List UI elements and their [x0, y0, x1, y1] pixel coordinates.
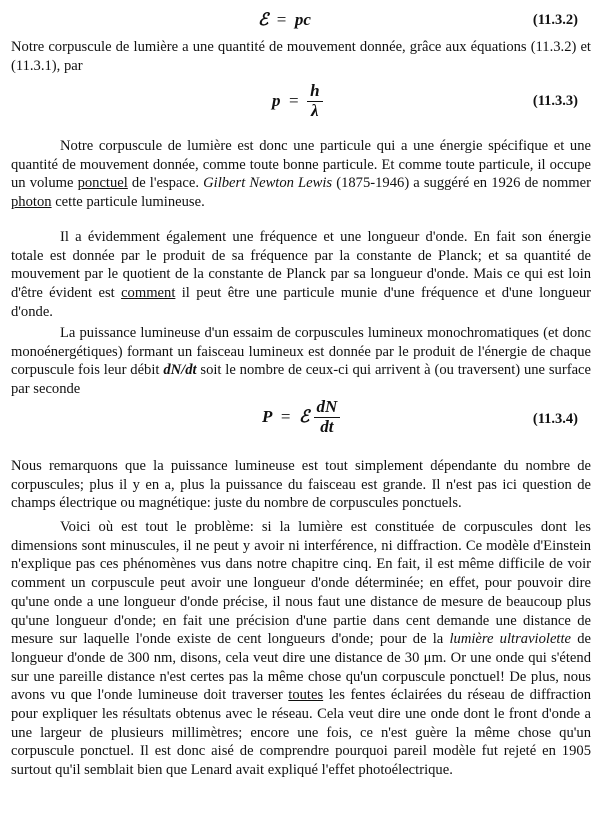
text-run: (1875-1946) a suggéré en 1926 de nommer [332, 175, 591, 192]
text-run: Notre corpuscule de lumière est donc une particule qui a une énergie spécifique et une quantité de mouvement donnée, comme toute bonne particule. Et comme toute particule, il occupe un volume [11, 138, 591, 192]
paragraph-5: Nous remarquons que la puissance lumineuse est tout simplement dépendante du nombre de corpuscules; plus il y en a, plus la puissance du faisceau est grande. Il n'est pas ici question de champs électrique ou magnétique: juste du nombre de corpuscules ponctuels. [11, 458, 591, 512]
text-run: il peut être une particule munie d'une fréquence et d'une longueur d'onde. [11, 285, 591, 320]
power-symbol: P [262, 407, 273, 427]
paragraph-3 [11, 228, 591, 322]
fraction [307, 82, 322, 120]
underlined-word: photon [11, 194, 52, 211]
momentum-symbol: p [272, 91, 281, 111]
text-run: Voici où est tout le problème: si la lumière est constituée de corpuscules dont les dimensions sont minuscules, il ne peut y avoir ni interférence, ni diffraction. Ce modèle d'Einstein n'explique pas ces phénomènes vus dans notre chapitre cinq. En fait, il est même difficile de voir comment un corpuscule peut avoir une longueur d'onde déterminée; en effet, pour pouvoir dire qu'une onde a une longueur d'onde précise, il nous faut une distance de mesure de beaucoup plus qu'une longueur d'onde; en fait une précision d'une partie dans cent demande une distance de mesure sur laquelle l'onde existe de cent longueurs d'onde; pour de la [11, 519, 591, 648]
text-run: de longueur d'onde de 300 nm, disons, cela veut dire une distance de 30 μm. Or une onde qui s'étend sur une pareille distance n'est certes pas la même chose qu'un corpuscule ponctuel! De plus, nous avons vu que l'onde lumineuse doit traverser [11, 631, 591, 704]
equals-sign: = [289, 91, 299, 111]
equation-rhs: pc [294, 10, 311, 29]
equation-11-3-3 [0, 80, 604, 124]
paragraph-6 [11, 518, 591, 780]
text-run: les fentes éclairées du réseau de diffraction pour expliquer les résultats obtenus avec le réseau. Cela veut dire une onde dont le front d'onde a une largeur de plusieurs millimètres; encore une fois, ce n'est guère la même chose qu'un corpuscule ponctuel. Il est donc aisé de comprendre pourquoi pareil modèle fut rejeté en 1905 surtout qu'il semblait bien que Lenard avait expliqué l'effet photoélectrique. [11, 687, 591, 779]
equation-expression [258, 10, 311, 30]
equals-sign: = [276, 10, 287, 29]
paragraph-4 [11, 324, 591, 399]
text-run: soit le nombre de ceux-ci qui arrivent à (ou traversent) une surface par seconde [11, 362, 591, 398]
text-run: cette particule lumineuse. [51, 194, 205, 211]
fraction-denominator: dt [320, 416, 334, 436]
text-run: La puissance lumineuse d'un essaim de corpuscules lumineux monochromatiques (et donc monoénergétiques) formant un faisceau lumineux est donnée par le produit de l'énergie de chaque corpuscule fois leur débit [11, 325, 591, 379]
equation-expression [262, 398, 340, 436]
equation-11-3-2 [0, 8, 604, 32]
equation-expression [272, 82, 323, 120]
underlined-word: toutes [288, 687, 324, 704]
equation-number: (11.3.2) [532, 12, 578, 28]
italic-name: Gilbert Newton Lewis [203, 175, 333, 192]
equation-number: (11.3.4) [532, 411, 578, 427]
text-run: Il a évidemment également une fréquence et une longueur d'onde. En fait son énergie totale est donnée par le produit de sa fréquence par la constante de Planck; et sa quantité de mouvement par le quotient de la constante de Planck par sa longueur d'onde. Mais ce qui est loin d'être évident est [11, 229, 591, 302]
fraction-numerator: dN [314, 398, 341, 418]
equation-11-3-4 [0, 398, 604, 442]
paragraph-2 [11, 137, 591, 212]
equals-sign: = [280, 407, 291, 427]
energy-symbol: ℰ [258, 10, 269, 29]
fraction-numerator: h [307, 82, 322, 102]
rate-expression: dN/dt [163, 362, 197, 379]
paragraph-1: Notre corpuscule de lumière a une quantité de mouvement donnée, grâce aux équations (11.3.2) et (11.3.1), par [11, 39, 591, 74]
energy-symbol: ℰ [298, 407, 310, 427]
italic-term: lumière ultraviolette [449, 631, 572, 648]
equation-number: (11.3.3) [532, 93, 578, 109]
text-run: de l'espace. [127, 175, 204, 192]
fraction-denominator: λ [311, 100, 319, 120]
underlined-word: comment [121, 285, 176, 302]
fraction [314, 398, 341, 436]
underlined-word: ponctuel [77, 175, 128, 192]
